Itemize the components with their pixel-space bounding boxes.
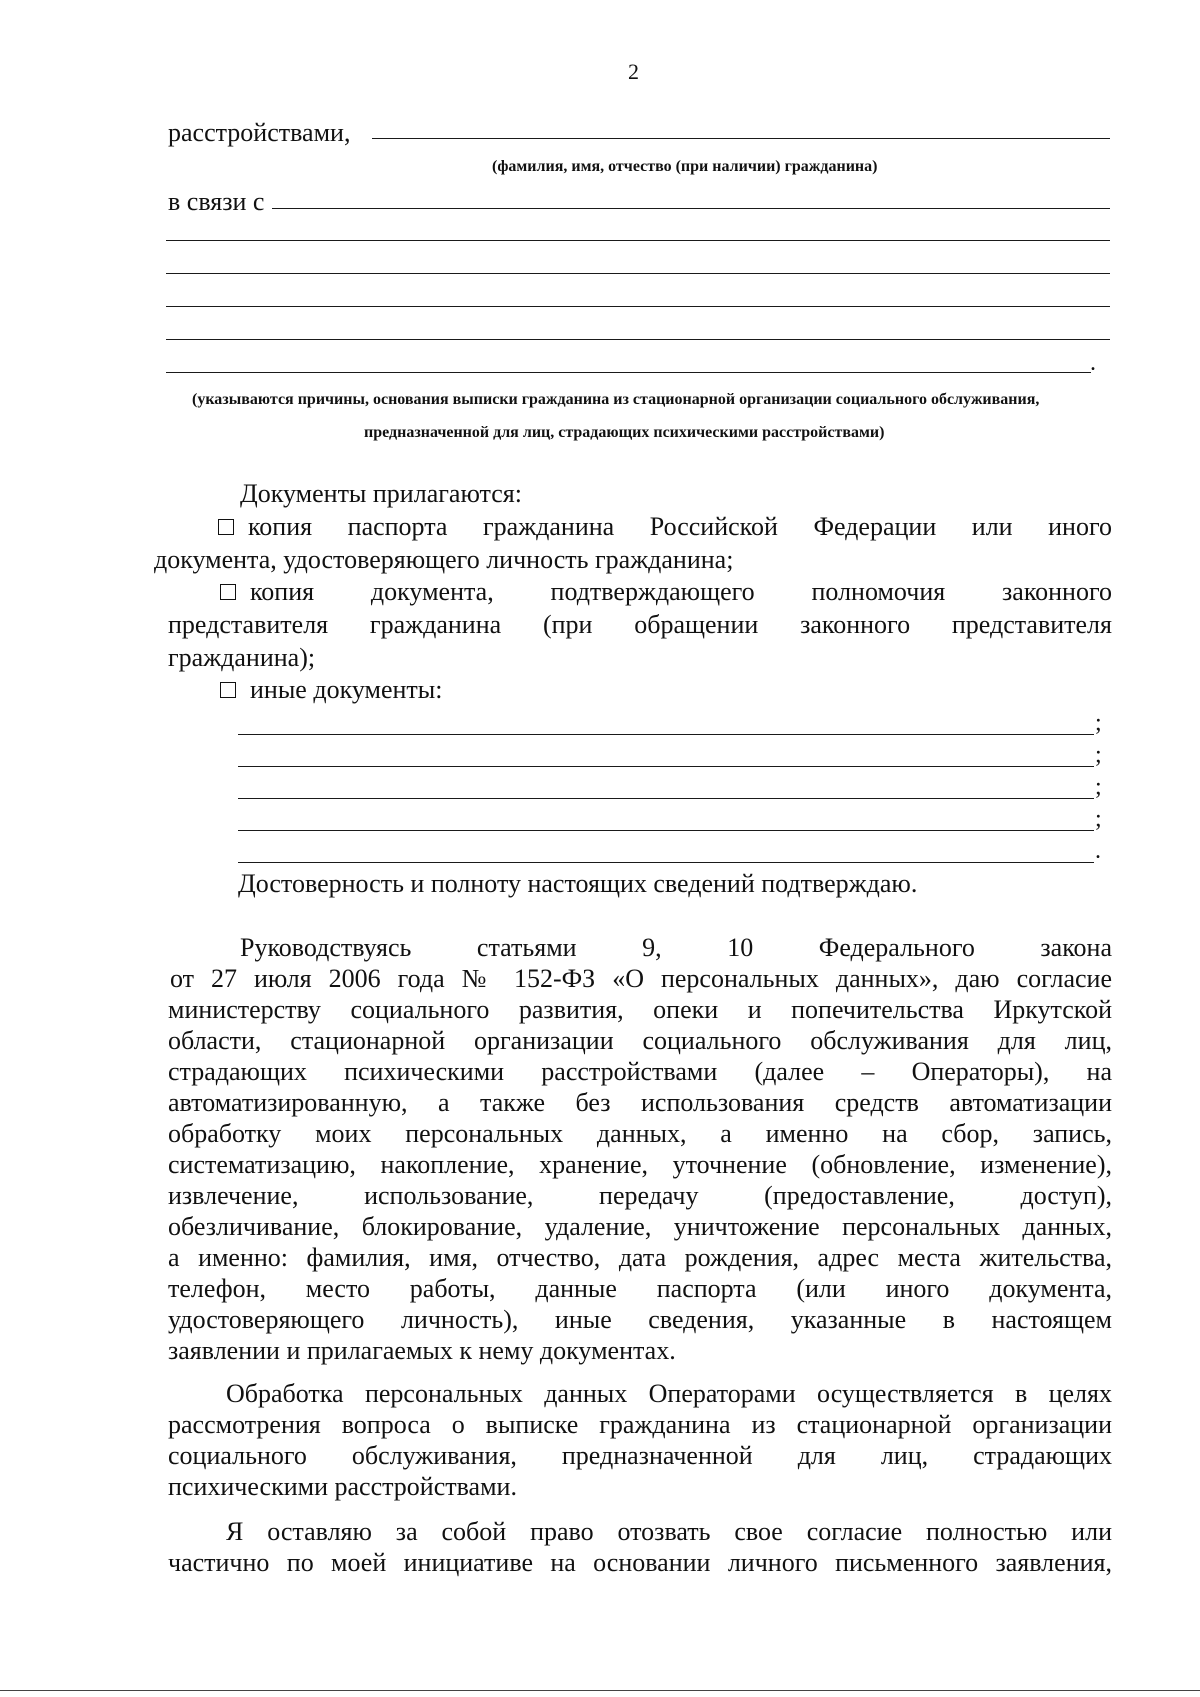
consent-p1-line: области, стационарной организации социального обслуживания для лиц,: [168, 1026, 1112, 1055]
docs-heading: Документы прилагаются:: [240, 479, 522, 508]
consent-p3-line: Я оставляю за собой право отозвать свое согласие полностью или: [226, 1517, 1112, 1546]
reason-field-line-3[interactable]: [166, 273, 1110, 274]
consent-p1-line: автоматизированную, а также без использования средств автоматизации: [168, 1088, 1112, 1117]
consent-p3-line: частично по моей инициативе на основании личного письменного заявления,: [168, 1548, 1112, 1577]
doc-item-2-cont1: представителя гражданина (при обращении законного представителя: [168, 610, 1112, 639]
consent-p1-line: систематизацию, накопление, хранение, уточнение (обновление, изменение),: [168, 1150, 1112, 1179]
consent-p1-line: телефон, место работы, данные паспорта (или иного документа,: [168, 1274, 1112, 1303]
consent-paragraph-3: [168, 1516, 1112, 1578]
doc-item-2-text: копия документа, подтверждающего полномочия законного: [250, 577, 1112, 606]
other-doc-semicolon-4: ;: [1095, 806, 1102, 832]
other-doc-semicolon-2: ;: [1095, 742, 1102, 768]
caption-reasons-2: предназначенной для лиц, страдающих психическими расстройствами): [364, 424, 885, 441]
fio-field-line[interactable]: [372, 138, 1110, 139]
doc-item-2: [220, 576, 1112, 607]
other-doc-line-2[interactable]: [238, 766, 1094, 767]
consent-p1-line: удостоверяющего личность), иные сведения, указанные в настоящем: [168, 1305, 1112, 1334]
consent-p1-line: страдающих психическими расстройствами (далее – Операторы), на: [168, 1057, 1112, 1086]
consent-p2-line: социального обслуживания, предназначенной для лиц, страдающих: [168, 1441, 1112, 1470]
reason-field-line-6[interactable]: [166, 372, 1091, 373]
consent-p1-line: Руководствуясь статьями 9, 10 Федерального закона: [240, 933, 1112, 962]
consent-paragraph-2: [168, 1378, 1112, 1502]
doc-item-3-text: иные документы:: [250, 675, 443, 704]
other-doc-line-4[interactable]: [238, 830, 1094, 831]
consent-p2-line: рассмотрения вопроса о выписке гражданина из стационарной организации: [168, 1410, 1112, 1439]
consent-p1-line: обезличивание, блокирование, удаление, уничтожение персональных данных,: [168, 1212, 1112, 1241]
reason-end-period: .: [1090, 350, 1096, 376]
line2-prefix: в связи с: [168, 187, 265, 216]
consent-p1-line: от 27 июля 2006 года № 152-ФЗ «О персональных данных», даю согласие: [170, 964, 1112, 993]
consent-p1-line: извлечение, использование, передачу (предоставление, доступ),: [168, 1181, 1112, 1210]
consent-paragraph-1: [168, 932, 1112, 1366]
other-doc-period: .: [1095, 838, 1101, 864]
consent-p2-line: Обработка персональных данных Операторами осуществляется в целях: [226, 1379, 1112, 1408]
doc-item-2-checkbox[interactable]: [220, 584, 236, 600]
consent-p2-line: психическими расстройствами.: [168, 1472, 517, 1501]
other-doc-semicolon-3: ;: [1095, 774, 1102, 800]
doc-item-3-checkbox[interactable]: [220, 682, 236, 698]
doc-item-1: [218, 511, 1112, 542]
other-doc-line-3[interactable]: [238, 798, 1094, 799]
consent-p1-line: а именно: фамилия, имя, отчество, дата рождения, адрес места жительства,: [168, 1243, 1112, 1272]
other-doc-semicolon-1: ;: [1095, 710, 1102, 736]
doc-item-3: [220, 674, 442, 705]
consent-p1-line: обработку моих персональных данных, а именно на сбор, запись,: [168, 1119, 1112, 1148]
other-doc-line-5[interactable]: [238, 862, 1094, 863]
doc-item-1-cont: документа, удостоверяющего личность гражданина;: [154, 545, 734, 574]
doc-item-2-cont2: гражданина);: [168, 643, 316, 672]
doc-item-1-text: копия паспорта гражданина Российской Федерации или иного: [248, 512, 1112, 541]
confirm-statement: Достоверность и полноту настоящих сведений подтверждаю.: [238, 869, 918, 898]
doc-item-1-checkbox[interactable]: [218, 519, 234, 535]
other-doc-line-1[interactable]: [238, 734, 1094, 735]
caption-fio: (фамилия, имя, отчество (при наличии) гражданина): [492, 158, 878, 175]
consent-p1-line: министерству социального развития, опеки и попечительства Иркутской: [168, 995, 1112, 1024]
line1-prefix: расстройствами,: [168, 118, 351, 147]
caption-reasons-1: (указываются причины, основания выписки гражданина из стационарной организации социального обслуживания,: [192, 391, 1040, 408]
consent-p1-line: заявлении и прилагаемых к нему документах.: [168, 1336, 676, 1365]
reason-field-line-2[interactable]: [166, 240, 1110, 241]
reason-field-line-1[interactable]: [272, 208, 1110, 209]
page-bottom-edge: [0, 1690, 1200, 1691]
reason-field-line-4[interactable]: [166, 306, 1110, 307]
page-number: 2: [628, 59, 639, 84]
reason-field-line-5[interactable]: [166, 339, 1110, 340]
